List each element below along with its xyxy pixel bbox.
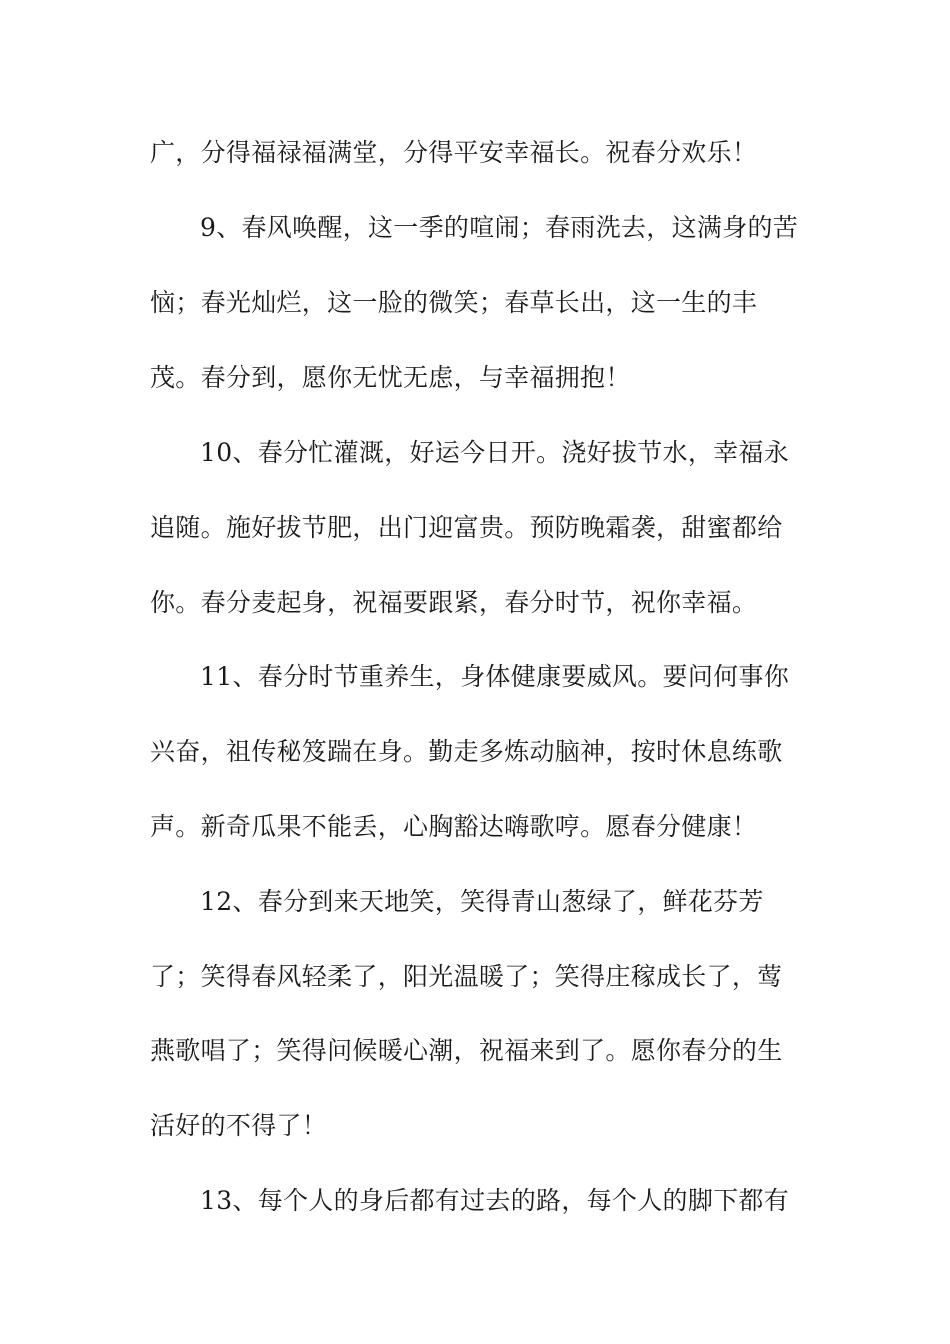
text-line: 9、春风唤醒，这一季的喧闹；春雨洗去，这满身的苦 [200,213,799,242]
text-line: 13、每个人的身后都有过去的路，每个人的脚下都有 [200,1186,790,1215]
text-line: 追随。施好拔节肥，出门迎富贵。预防晚霜袭，甜蜜都给 [150,513,783,542]
text-line: 茂。春分到，愿你无忧无虑，与幸福拥抱！ [150,363,631,392]
text-line: 10、春分忙灌溉，好运今日开。浇好拔节水，幸福永 [200,438,790,467]
text-line: 12、春分到来天地笑，笑得青山葱绿了，鲜花芬芳 [200,887,764,916]
text-line: 燕歌唱了；笑得问候暖心潮，祝福来到了。愿你春分的生 [150,1036,783,1065]
text-line: 活好的不得了！ [150,1111,328,1140]
text-line: 你。春分麦起身，祝福要跟紧，春分时节，祝你幸福。 [150,588,758,617]
text-line: 广，分得福禄福满堂，分得平安幸福长。祝春分欢乐！ [150,138,758,167]
text-line: 兴奋，祖传秘笈踹在身。勤走多炼动脑神，按时休息练歌 [150,737,783,766]
text-line: 11、春分时节重养生，身体健康要威风。要问何事你 [200,662,790,691]
text-line: 恼；春光灿烂，这一脸的微笑；春草长出，这一生的丰 [150,288,758,317]
text-line: 了；笑得春风轻柔了，阳光温暖了；笑得庄稼成长了，莺 [150,962,783,991]
text-line: 声。新奇瓜果不能丢，心胸豁达嗨歌哼。愿春分健康！ [150,812,758,841]
